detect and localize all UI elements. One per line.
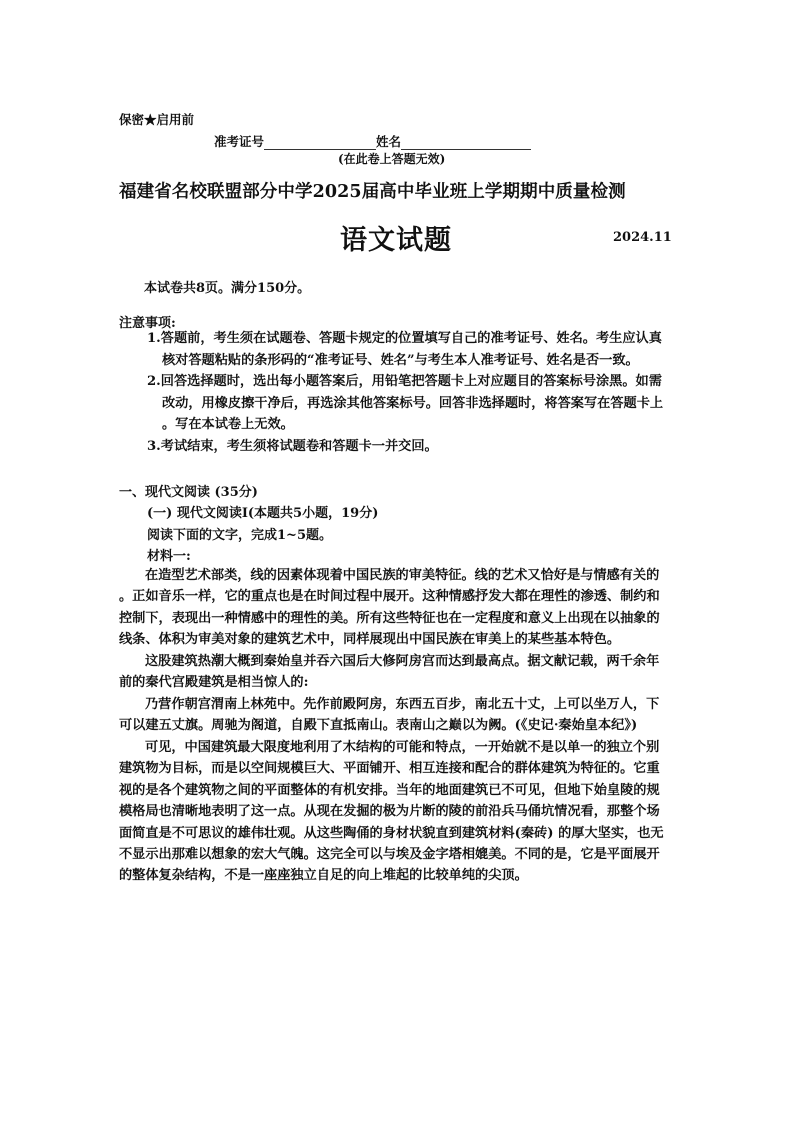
invalid-note: (在此卷上答题无效) — [338, 152, 446, 166]
exam-id-field[interactable] — [264, 135, 376, 150]
material-label: 材料一: — [147, 549, 191, 564]
paragraph: 在造型艺术部类，线的因素体现着中国民族的审美特征。线的艺术又恰好是与情感有关的 。正如音乐一样，它的重点也是在时间过程中展开。这种情感抒发大都在理性的渗透、制约和 控制下，表现出一种情感中的理性的美。所有这些特征也在一定程度和意义上出现在以抽象的 线条、体积为审美对象的建筑艺术中，同样展现出中国民族在审美上的某些基本特色。 — [119, 568, 660, 648]
reading-instruction: 阅读下面的文字，完成1~5题。 — [147, 528, 332, 543]
section-heading: 一、现代文阅读 (35分) — [119, 485, 258, 500]
note-item: 2.回答选择题时，选出每小题答案后，用铅笔把答题卡上对应题目的答案标号涂黑。如需 改动，用橡皮擦干净后，再选涂其他答案标号。回答非选择题时，将答案写在答题卡上 。写在本试卷上无效。 — [147, 374, 664, 432]
note-item: 3.考试结束，考生须将试题卷和答题卡一并交回。 — [147, 439, 438, 454]
name-field[interactable] — [401, 135, 531, 150]
paper-info: 本试卷共8页。满分150分。 — [144, 281, 311, 296]
exam-title: 福建省名校联盟部分中学2025届高中毕业班上学期期中质量检测 — [119, 182, 626, 202]
paragraph: 可见，中国建筑最大限度地利用了木结构的可能和特点，一开始就不是以单一的独立个别 建筑物为目标，而是以空间规模巨大、平面铺开、相互连接和配合的群体建筑为特征的。它重 视的是各个建筑物之间的平面整体的有机安排。当年的地面建筑已不可见，但地下始皇陵的规 模格局也清晰地表明了这一点。从现在发掘的极为片断的陵的前沿兵马俑坑情况看，那整个场 面简直是不可思议的雄伟壮观。从这些陶俑的身材状貌直到建筑材料(秦砖) 的厚大坚实，也无 不显示出那难以想象的宏大气魄。这完全可以与埃及金字塔相媲美。不同的是，它是平面展开 的整体复杂结构，不是一座座独立自足的向上堆起的比较单纯的尖顶。 — [119, 740, 664, 884]
subject-title: 语文试题 — [340, 225, 452, 256]
exam-date: 2024.11 — [613, 230, 672, 245]
name-label: 姓名 — [376, 134, 402, 149]
notes-heading: 注意事项: — [119, 316, 176, 331]
quotation: 乃营作朝宫渭南上林苑中。先作前殿阿房，东西五百步，南北五十丈，上可以坐万人，下 可以建五丈旗。周驰为阁道，自殿下直抵南山。表南山之巅以为阙。(《史记·秦始皇本纪》) — [119, 697, 660, 734]
note-item: 1.答题前，考生须在试题卷、答题卡规定的位置填写自己的准考证号、姓名。考生应认真 核对答题粘贴的条形码的“准考证号、姓名”与考生本人准考证号、姓名是否一致。 — [147, 331, 662, 368]
paragraph: 这股建筑热潮大概到秦始皇并吞六国后大修阿房宫而达到最高点。据文献记载，两千余年 前的秦代宫殿建筑是相当惊人的: — [119, 654, 660, 691]
exam-id-label: 准考证号 — [214, 134, 265, 149]
subsection-heading: (一) 现代文阅读Ⅰ(本题共5小题，19分) — [147, 506, 379, 521]
candidate-info-line — [214, 132, 531, 150]
confidential-label: 保密★启用前 — [119, 112, 195, 127]
